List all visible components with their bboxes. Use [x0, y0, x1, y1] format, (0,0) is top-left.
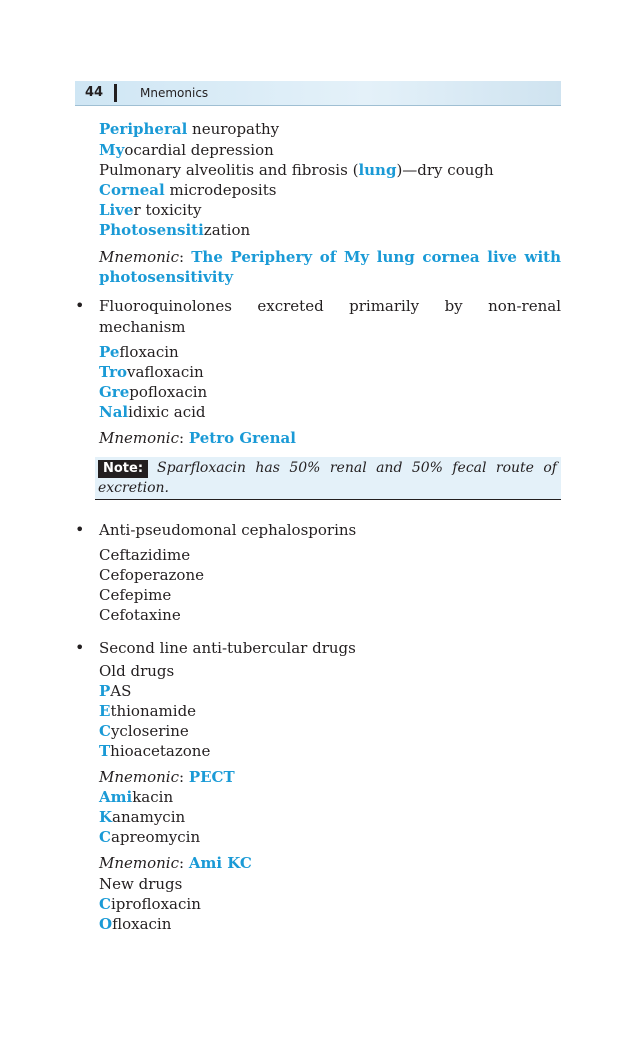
list-item-text: neuropathy [187, 120, 280, 138]
list-item [99, 914, 171, 934]
mnemonic-value: Petro Grenal [188, 429, 296, 447]
list-item [99, 119, 279, 139]
mnemonic-value: photosensitivity [99, 268, 234, 286]
list-item [99, 701, 196, 721]
note-box [95, 457, 561, 500]
list-item-text: floxacin [112, 915, 172, 933]
list-item-text: Pulmonary alveolitis and fibrosis ( [99, 161, 359, 179]
mnemonic-highlight: lung [358, 161, 397, 179]
mnemonic-line: Mnemonic: Ami KC [99, 854, 252, 872]
mnemonic-line: Mnemonic: The Periphery of My lung cornea live with [99, 248, 561, 266]
mnemonic-highlight: Tro [99, 363, 127, 381]
mnemonic-highlight: Peripheral [99, 120, 188, 138]
mnemonic-highlight: T [99, 742, 111, 760]
mnemonic-highlight: P [99, 682, 111, 700]
list-item [99, 741, 210, 761]
bullet-icon: • [75, 296, 85, 315]
list-item-text: ycloserine [110, 722, 189, 740]
list-item-text: anamycin [112, 808, 186, 826]
mnemonic-highlight: Corneal [99, 181, 165, 199]
mnemonic-highlight: Gre [99, 383, 130, 401]
mnemonic-label: Mnemonic [99, 429, 180, 447]
note-text: excretion. [98, 480, 169, 496]
page-header [75, 81, 561, 106]
list-item [99, 342, 179, 362]
list-item [99, 362, 204, 382]
mnemonic-highlight: Nal [99, 403, 129, 421]
mnemonic-highlight: C [99, 722, 111, 740]
list-item: Cefepime [99, 586, 172, 604]
list-item [99, 382, 207, 402]
list-item [99, 220, 250, 240]
bullet-heading: Second line anti-tubercular drugs [99, 639, 356, 657]
list-item-text: kacin [132, 788, 174, 806]
list-item [99, 807, 185, 827]
list-item [99, 180, 276, 200]
mnemonic-highlight: Ami [99, 788, 133, 806]
list-item [99, 787, 173, 807]
list-item: Ceftazidime [99, 546, 191, 564]
header-divider [114, 84, 117, 102]
mnemonic-highlight: C [99, 828, 111, 846]
list-item-text: hioacetazone [110, 742, 211, 760]
list-item-text: idixic acid [128, 403, 206, 421]
note-text: Sparfloxacin has 50% renal and 50% fecal route of [157, 460, 557, 476]
list-item [99, 200, 201, 220]
list-item-text: pofloxacin [129, 383, 208, 401]
page-number: 44 [85, 85, 104, 100]
list-item-text: apreomycin [110, 828, 201, 846]
list-item-text: AS [110, 682, 132, 700]
mnemonic-label: Mnemonic [99, 768, 180, 786]
bullet-heading: Anti-pseudomonal cephalosporins [99, 521, 357, 539]
list-item-text: thionamide [110, 702, 197, 720]
list-item-text: iprofloxacin [110, 895, 201, 913]
mnemonic-highlight: Photosensiti [99, 221, 204, 239]
subheading: New drugs [99, 875, 183, 893]
list-item-text: ocardial depression [124, 141, 274, 159]
mnemonic-label: Mnemonic [99, 248, 180, 266]
bullet-icon: • [75, 520, 85, 539]
list-item: Cefoperazone [99, 566, 204, 584]
list-item: Cefotaxine [99, 606, 181, 624]
bullet-heading: mechanism [99, 318, 186, 336]
running-title: Mnemonics [140, 86, 209, 100]
mnemonic-highlight: K [99, 808, 113, 826]
list-item-text: vafloxacin [126, 363, 204, 381]
list-item [99, 681, 131, 701]
list-item-text: r toxicity [133, 201, 202, 219]
list-item-text: )—dry cough [396, 161, 494, 179]
note-badge: Note: [98, 460, 148, 478]
mnemonic-line: Mnemonic: PECT [99, 768, 235, 786]
mnemonic-highlight: Pe [99, 343, 120, 361]
mnemonic-line [99, 267, 233, 287]
list-item [99, 160, 494, 180]
mnemonic-highlight: Live [99, 201, 134, 219]
list-item [99, 402, 206, 422]
list-item-text: zation [203, 221, 251, 239]
mnemonic-value: Ami KC [188, 854, 252, 872]
list-item [99, 721, 189, 741]
mnemonic-highlight: O [99, 915, 113, 933]
mnemonic-value: PECT [188, 768, 235, 786]
bullet-icon: • [75, 638, 85, 657]
list-item [99, 827, 200, 847]
list-item-text: floxacin [119, 343, 179, 361]
mnemonic-line: Mnemonic: Petro Grenal [99, 429, 296, 447]
mnemonic-highlight: My [99, 141, 125, 159]
list-item-text: microdeposits [164, 181, 277, 199]
mnemonic-label: Mnemonic [99, 854, 180, 872]
mnemonic-highlight: C [99, 895, 111, 913]
mnemonic-highlight: E [99, 702, 111, 720]
list-item [99, 894, 201, 914]
mnemonic-value: The Periphery of My lung cornea live with [191, 248, 561, 266]
list-item [99, 140, 274, 160]
bullet-heading: Fluoroquinolones excreted primarily by non-renal [99, 297, 561, 315]
subheading: Old drugs [99, 662, 175, 680]
